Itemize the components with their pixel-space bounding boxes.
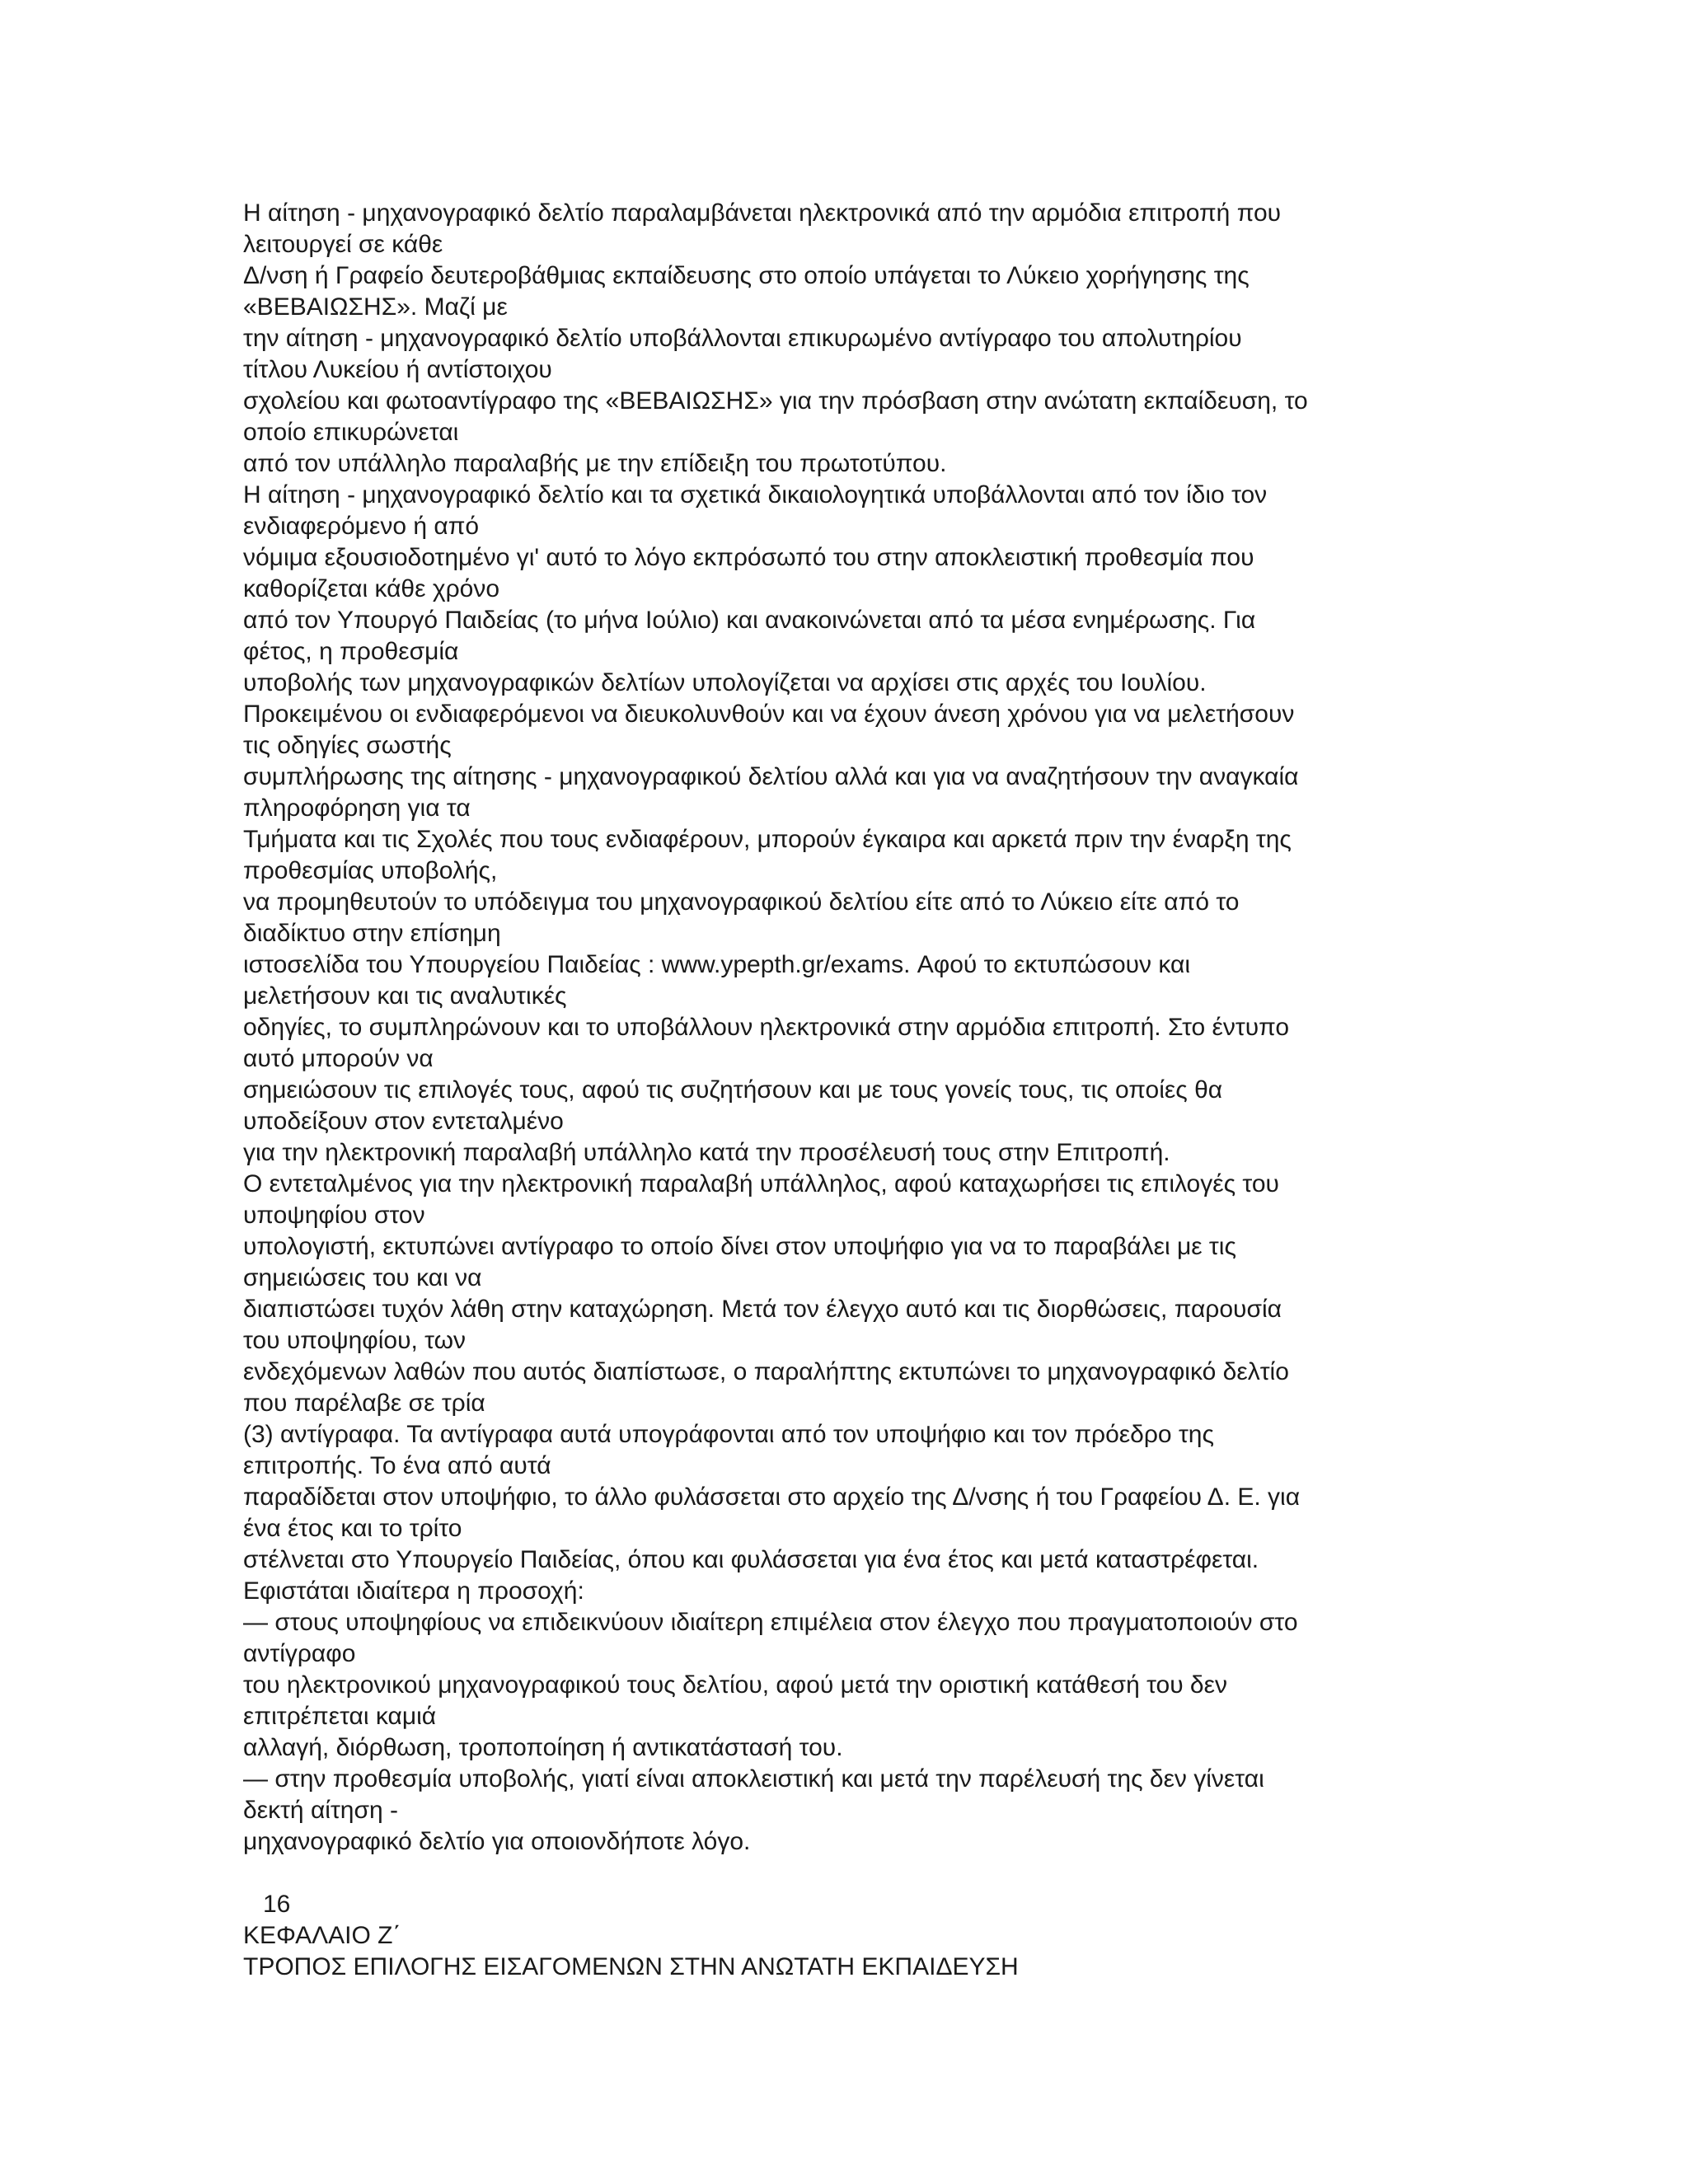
text-line: πληροφόρηση για τα bbox=[243, 794, 471, 822]
text-line: σχολείου και φωτοαντίγραφο της «ΒΕΒΑΙΩΣΗΣ» για την πρόσβαση στην ανώτατη εκπαίδευση, το bbox=[243, 387, 1308, 415]
text-line: υποψηφίου στον bbox=[243, 1202, 425, 1229]
text-line: οδηγίες, το συμπληρώνουν και το υποβάλλουν ηλεκτρονικά στην αρμόδια επιτροπή. Στο έντυπο bbox=[243, 1014, 1290, 1041]
text-line: ενδιαφερόμενο ή από bbox=[243, 513, 480, 540]
text-line: προθεσμίας υποβολής, bbox=[243, 857, 498, 884]
text-line: τίτλου Λυκείου ή αντίστοιχου bbox=[243, 356, 552, 383]
text-line: τις οδηγίες σωστής bbox=[243, 732, 452, 759]
text-line: Τμήματα και τις Σχολές που τους ενδιαφέρουν, μπορούν έγκαιρα και αρκετά πριν την έναρξη της bbox=[243, 826, 1292, 853]
text-line: για την ηλεκτρονική παραλαβή υπάλληλο κατά την προσέλευσή τους στην Επιτροπή. bbox=[243, 1139, 1170, 1166]
chapter-title: ΤΡΟΠΟΣ ΕΠΙΛΟΓΗΣ ΕΙΣΑΓΟΜΕΝΩΝ ΣΤΗΝ ΑΝΩΤΑΤΗ ΕΚΠΑΙΔΕΥΣΗ bbox=[243, 1953, 1019, 1980]
text-line: Εφιστάται ιδιαίτερα η προσοχή: bbox=[243, 1577, 584, 1605]
text-line: αυτό μπορούν να bbox=[243, 1045, 434, 1072]
text-line bbox=[243, 1858, 1447, 1889]
text-line: φέτος, η προθεσμία bbox=[243, 638, 459, 665]
text-line: να προμηθευτούν το υπόδειγμα του μηχανογραφικού δελτίου είτε από το Λύκειο είτε από το bbox=[243, 888, 1240, 916]
text-line: από τον Υπουργό Παιδείας (το μήνα Ιούλιο) και ανακοινώνεται από τα μέσα ενημέρωσης. Για bbox=[243, 607, 1256, 634]
text-line: (3) αντίγραφα. Τα αντίγραφα αυτά υπογράφονται από τον υποψήφιο και τον πρόεδρο της bbox=[243, 1421, 1214, 1448]
text-line: υπολογιστή, εκτυπώνει αντίγραφο το οποίο δίνει στον υποψήφιο για να το παραβάλει με τις bbox=[243, 1233, 1236, 1260]
text-line: «ΒΕΒΑΙΩΣΗΣ». Μαζί με bbox=[243, 293, 508, 321]
text-line: του ηλεκτρονικού μηχανογραφικού τους δελτίου, αφού μετά την οριστική κατάθεσή του δεν bbox=[243, 1671, 1228, 1699]
text-line: υποβολής των μηχανογραφικών δελτίων υπολογίζεται να αρχίσει στις αρχές του Ιουλίου. bbox=[243, 669, 1207, 696]
chapter-label: ΚΕΦΑΛΑΙΟ Ζ΄ bbox=[243, 1922, 401, 1949]
text-line: την αίτηση - μηχανογραφικό δελτίο υποβάλλονται επικυρωμένο αντίγραφο του απολυτηρίου bbox=[243, 325, 1242, 352]
text-line: οποίο επικυρώνεται bbox=[243, 419, 459, 446]
text-line: του υποψηφίου, των bbox=[243, 1327, 467, 1354]
text-line: μελετήσουν και τις αναλυτικές bbox=[243, 982, 567, 1010]
text-line: Η αίτηση - μηχανογραφικό δελτίο και τα σχετικά δικαιολογητικά υποβάλλονται από τον ίδιο τον bbox=[243, 481, 1268, 509]
text-line: αλλαγή, διόρθωση, τροποποίηση ή αντικατάστασή του. bbox=[243, 1734, 843, 1761]
text-line: σημειώσουν τις επιλογές τους, αφού τις συζητήσουν και με τους γονείς τους, τις οποίες θα bbox=[243, 1076, 1223, 1104]
text-line: σημειώσεις του και να bbox=[243, 1264, 482, 1291]
text-line: επιτρέπεται καμιά bbox=[243, 1703, 437, 1730]
text-line: — στους υποψηφίους να επιδεικνύουν ιδιαίτερη επιμέλεια στον έλεγχο που πραγματοποιούν στο bbox=[243, 1609, 1298, 1636]
text-line: — στην προθεσμία υποβολής, γιατί είναι αποκλειστική και μετά την παρέλευσή της δεν γίνεται bbox=[243, 1765, 1264, 1793]
text-line: νόμιμα εξουσιοδοτημένο γι' αυτό το λόγο εκπρόσωπό του στην αποκλειστική προθεσμία που bbox=[243, 544, 1254, 571]
text-line: υποδείξουν στον εντεταλμένο bbox=[243, 1108, 564, 1135]
text-line: διαδίκτυο στην επίσημη bbox=[243, 920, 501, 947]
page-number: 16 bbox=[263, 1891, 291, 1918]
text-line: συμπλήρωσης της αίτησης - μηχανογραφικού δελτίου αλλά και για να αναζητήσουν την αναγκαία bbox=[243, 763, 1299, 790]
text-line: ένα έτος και το τρίτο bbox=[243, 1515, 462, 1542]
text-line: Η αίτηση - μηχανογραφικό δελτίο παραλαμβάνεται ηλεκτρονικά από την αρμόδια επιτροπή που bbox=[243, 199, 1282, 227]
text-line: Ο εντεταλμένος για την ηλεκτρονική παραλαβή υπάλληλος, αφού καταχωρήσει τις επιλογές του bbox=[243, 1170, 1279, 1197]
body-text bbox=[243, 198, 1447, 1983]
text-line: ιστοσελίδα του Υπουργείου Παιδείας : www.ypepth.gr/exams. Αφού το εκτυπώσουν και bbox=[243, 951, 1191, 978]
text-line: ενδεχόμενων λαθών που αυτός διαπίστωσε, ο παραλήπτης εκτυπώνει το μηχανογραφικό δελτίο bbox=[243, 1358, 1289, 1385]
text-line: Προκειμένου οι ενδιαφερόμενοι να διευκολυνθούν και να έχουν άνεση χρόνου για να μελετήσουν bbox=[243, 701, 1295, 728]
text-line: από τον υπάλληλο παραλαβής με την επίδειξη του πρωτοτύπου. bbox=[243, 450, 947, 477]
text-line: δεκτή αίτηση - bbox=[243, 1797, 399, 1824]
text-line: επιτροπής. Το ένα από αυτά bbox=[243, 1452, 551, 1479]
text-line: καθορίζεται κάθε χρόνο bbox=[243, 575, 500, 602]
text-line: στέλνεται στο Υπουργείο Παιδείας, όπου και φυλάσσεται για ένα έτος και μετά καταστρέφεται. bbox=[243, 1546, 1259, 1573]
text-line: λειτουργεί σε κάθε bbox=[243, 231, 443, 258]
text-line: μηχανογραφικό δελτίο για οποιονδήποτε λόγο. bbox=[243, 1828, 751, 1855]
text-line: Δ/νση ή Γραφείο δευτεροβάθμιας εκπαίδευσης στο οποίο υπάγεται το Λύκειο χορήγησης της bbox=[243, 262, 1250, 289]
text-line: αντίγραφο bbox=[243, 1640, 356, 1667]
text-line: παραδίδεται στον υποψήφιο, το άλλο φυλάσσεται στο αρχείο της Δ/νσης ή του Γραφείου Δ. Ε. για bbox=[243, 1483, 1301, 1511]
text-line: που παρέλαβε σε τρία bbox=[243, 1390, 485, 1417]
text-line: διαπιστώσει τυχόν λάθη στην καταχώρηση. Μετά τον έλεγχο αυτό και τις διορθώσεις, παρουσία bbox=[243, 1296, 1282, 1323]
